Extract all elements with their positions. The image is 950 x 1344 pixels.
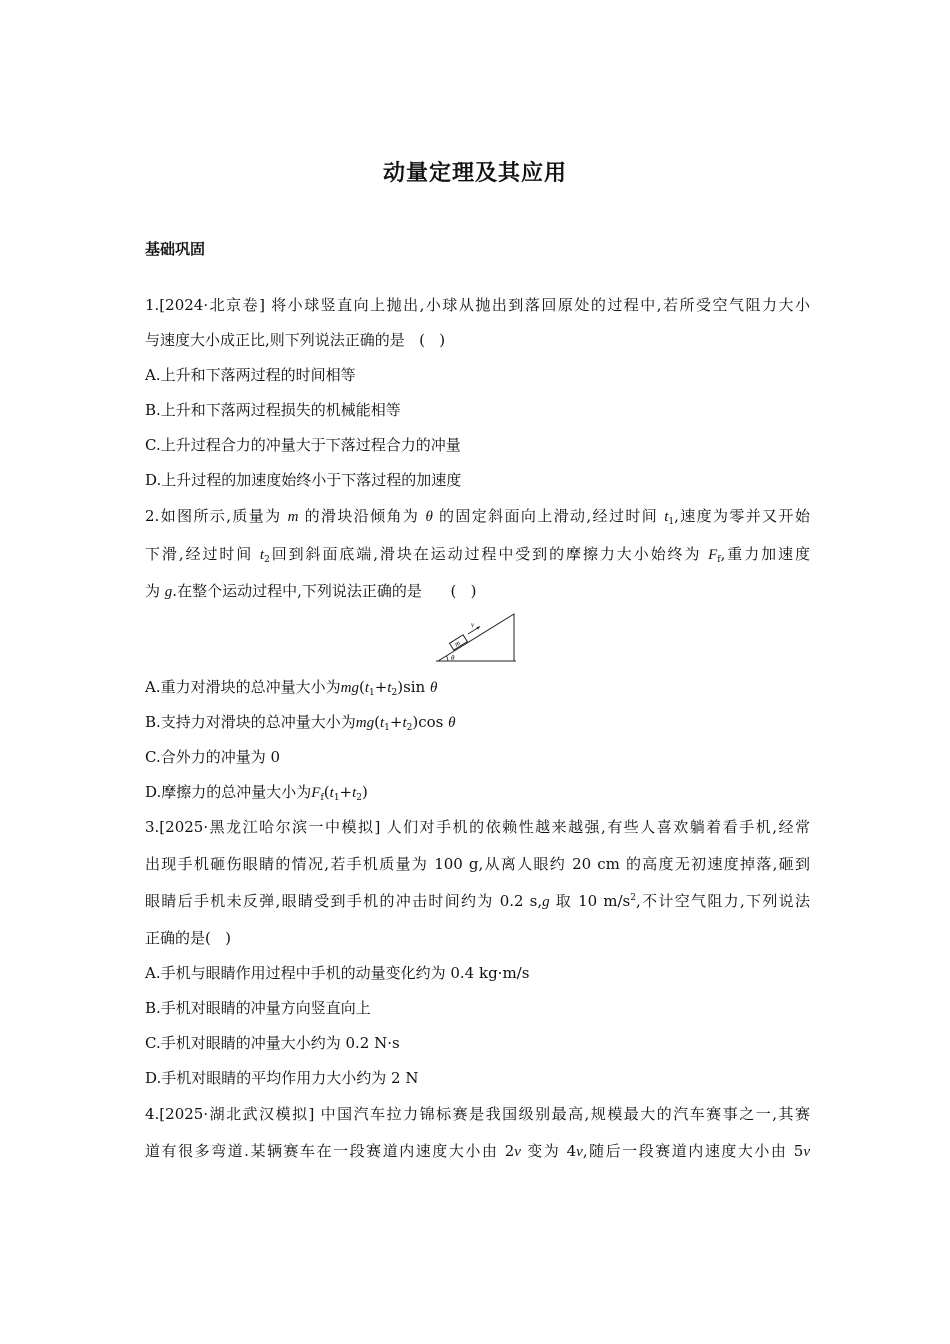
angle-arc	[447, 656, 449, 661]
angle-label: θ	[451, 654, 455, 662]
page-title: 动量定理及其应用	[382, 161, 567, 186]
answer-bracket: ( )	[419, 331, 446, 349]
q2-stem-line-3: 为 g.在整个运动过程中,下列说法正确的是 ( )	[145, 582, 477, 600]
answer-bracket: ( )	[450, 582, 477, 600]
q2-option-d: D.摩擦力的总冲量大小为$F_f(t_1+t_2)$	[145, 783, 368, 803]
block-mass-label: m	[453, 638, 462, 649]
velocity-label: v	[471, 621, 475, 629]
q3-stem-line-3: 眼睛后手机未反弹,眼睛受到手机的冲击时间约为 0.2 s,g 取 10 $m/s^2$,不计空气阻力,下列说法	[145, 892, 810, 910]
q1-stem-line-1: 1.[2024·北京卷] 将小球竖直向上抛出,小球从抛出到落回原处的过程中,若所受空气阻力大小	[145, 296, 810, 314]
q1-option-b: B.上升和下落两过程损失的机械能相等	[145, 401, 401, 419]
section-heading: 基础巩固	[145, 240, 206, 258]
q1-stem-line-2: 与速度大小成正比,则下列说法正确的是 ( )	[145, 331, 446, 349]
q3-option-c: C.手机对眼睛的冲量大小约为 0.2 N·s	[145, 1034, 400, 1052]
q3-stem-line-2: 出现手机砸伤眼睛的情况,若手机质量为 100 g,从离人眼约 20 cm 的高度无初速度掉落,砸到	[145, 855, 810, 873]
q2-stem-line-1: 2.如图所示,质量为 m 的滑块沿倾角为 θ 的固定斜面向上滑动,经过时间 $t_1$,速度为零并又开始	[145, 507, 810, 527]
q4-stem-line-2: 道有很多弯道.某辆赛车在一段赛道内速度大小由 2v 变为 4v,随后一段赛道内速度大小由 5v	[145, 1142, 810, 1160]
incline-triangle	[438, 614, 514, 661]
q1-option-d: D.上升过程的加速度始终小于下落过程的加速度	[145, 471, 462, 489]
q3-option-d: D.手机对眼睛的平均作用力大小约为 2 N	[145, 1069, 419, 1087]
q3-stem-line-1: 3.[2025·黑龙江哈尔滨一中模拟] 人们对手机的依赖性越来越强,有些人喜欢躺着看手机,经常	[145, 818, 810, 836]
q2-stem-line-2: 下滑,经过时间 $t_2$回到斜面底端,滑块在运动过程中受到的摩擦力大小始终为 $F_f$,重力加速度	[145, 545, 810, 565]
q2-option-a: A.重力对滑块的总冲量大小为$mg(t_1+t_2)\sin$ θ	[145, 678, 438, 698]
q3-option-a: A.手机与眼睛作用过程中手机的动量变化约为 0.4 kg·m/s	[145, 964, 530, 982]
q3-option-b: B.手机对眼睛的冲量方向竖直向上	[145, 999, 371, 1017]
q2-option-c: C.合外力的冲量为 0	[145, 748, 281, 766]
incline-figure	[434, 610, 518, 666]
q1-option-c: C.上升过程合力的冲量大于下落过程合力的冲量	[145, 436, 461, 454]
q1-option-a: A.上升和下落两过程的时间相等	[145, 366, 356, 384]
q2-option-b: B.支持力对滑块的总冲量大小为$mg(t_1+t_2)\cos$ θ	[145, 713, 456, 733]
q3-stem-line-4: 正确的是( )	[145, 929, 232, 947]
q4-stem-line-1: 4.[2025·湖北武汉模拟] 中国汽车拉力锦标赛是我国级别最高,规模最大的汽车赛事之一,其赛	[145, 1105, 810, 1123]
